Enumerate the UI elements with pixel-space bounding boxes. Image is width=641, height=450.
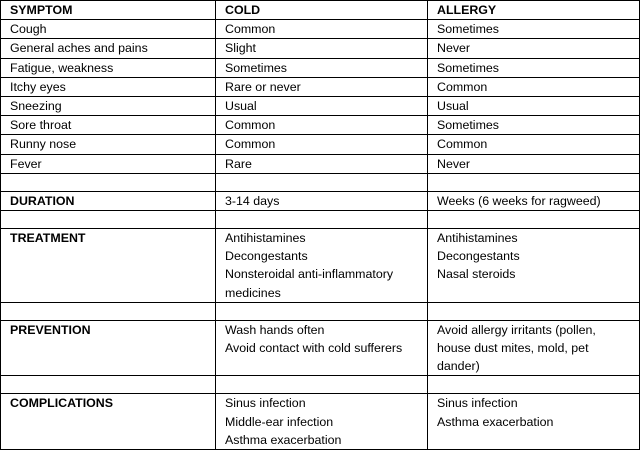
treatment-row (1, 229, 640, 303)
symptom-name: Fatigue, weakness (1, 58, 216, 77)
cold-value: Common (216, 20, 428, 39)
list-line: Sinus infection (437, 396, 518, 411)
list-line: Wash hands often (225, 322, 325, 337)
treatment-allergy (428, 229, 640, 303)
table-row (1, 39, 640, 58)
complications-row (1, 394, 640, 450)
spacer-row (1, 376, 640, 394)
spacer-row (1, 173, 640, 191)
prevention-row (1, 320, 640, 376)
table-row (1, 77, 640, 96)
duration-label: DURATION (1, 191, 216, 210)
list-line: Nonsteroidal anti-inflammatory (225, 267, 394, 282)
header-cold: COLD (216, 1, 428, 20)
empty-cell (1, 376, 216, 394)
symptom-name: Sore throat (1, 116, 216, 135)
duration-cold: 3-14 days (216, 191, 428, 210)
cold-value: Rare (216, 154, 428, 173)
empty-cell (216, 302, 428, 320)
empty-cell (216, 376, 428, 394)
table-row (1, 135, 640, 154)
cold-value: Common (216, 116, 428, 135)
header-row (1, 1, 640, 20)
list-line: Avoid contact with cold sufferers (225, 341, 403, 356)
empty-cell (216, 173, 428, 191)
list-line: medicines (225, 285, 281, 300)
cold-value: Common (216, 135, 428, 154)
symptom-name: Fever (1, 154, 216, 173)
spacer-row (1, 302, 640, 320)
allergy-value: Sometimes (428, 58, 640, 77)
cold-value: Usual (216, 97, 428, 116)
complications-label: COMPLICATIONS (1, 394, 216, 450)
prevention-cold (216, 320, 428, 376)
empty-cell (428, 173, 640, 191)
empty-cell (1, 211, 216, 229)
list-line: Middle-ear infection (225, 414, 334, 429)
list-line: dander) (437, 359, 480, 374)
empty-cell (1, 302, 216, 320)
list-line: Asthma exacerbation (225, 432, 342, 447)
duration-allergy: Weeks (6 weeks for ragweed) (428, 191, 640, 210)
treatment-cold (216, 229, 428, 303)
list-line: Asthma exacerbation (437, 414, 554, 429)
list-line: Decongestants (225, 249, 308, 264)
allergy-value: Common (428, 77, 640, 96)
empty-cell (428, 302, 640, 320)
header-symptom: SYMPTOM (1, 1, 216, 20)
treatment-label: TREATMENT (1, 229, 216, 303)
table-row (1, 97, 640, 116)
symptom-name: Itchy eyes (1, 77, 216, 96)
list-line: house dust mites, mold, pet (437, 341, 589, 356)
list-line: Antihistamines (437, 231, 518, 246)
cold-value: Slight (216, 39, 428, 58)
table-row (1, 116, 640, 135)
allergy-value: Sometimes (428, 116, 640, 135)
allergy-value: Common (428, 135, 640, 154)
cold-value: Rare or never (216, 77, 428, 96)
symptom-name: General aches and pains (1, 39, 216, 58)
complications-cold (216, 394, 428, 450)
list-line: Sinus infection (225, 396, 306, 411)
table-row (1, 154, 640, 173)
empty-cell (216, 211, 428, 229)
list-line: Antihistamines (225, 231, 306, 246)
empty-cell (428, 211, 640, 229)
table-row (1, 20, 640, 39)
symptom-name: Runny nose (1, 135, 216, 154)
prevention-label: PREVENTION (1, 320, 216, 376)
empty-cell (1, 173, 216, 191)
list-line: Decongestants (437, 249, 520, 264)
table-row (1, 58, 640, 77)
symptom-name: Sneezing (1, 97, 216, 116)
allergy-value: Never (428, 154, 640, 173)
prevention-allergy (428, 320, 640, 376)
symptom-name: Cough (1, 20, 216, 39)
allergy-value: Usual (428, 97, 640, 116)
cold-value: Sometimes (216, 58, 428, 77)
duration-row (1, 191, 640, 210)
complications-allergy (428, 394, 640, 450)
list-line: Avoid allergy irritants (pollen, (437, 322, 596, 337)
empty-cell (428, 376, 640, 394)
allergy-value: Never (428, 39, 640, 58)
list-line: Nasal steroids (437, 267, 516, 282)
spacer-row (1, 211, 640, 229)
header-allergy: ALLERGY (428, 1, 640, 20)
allergy-value: Sometimes (428, 20, 640, 39)
